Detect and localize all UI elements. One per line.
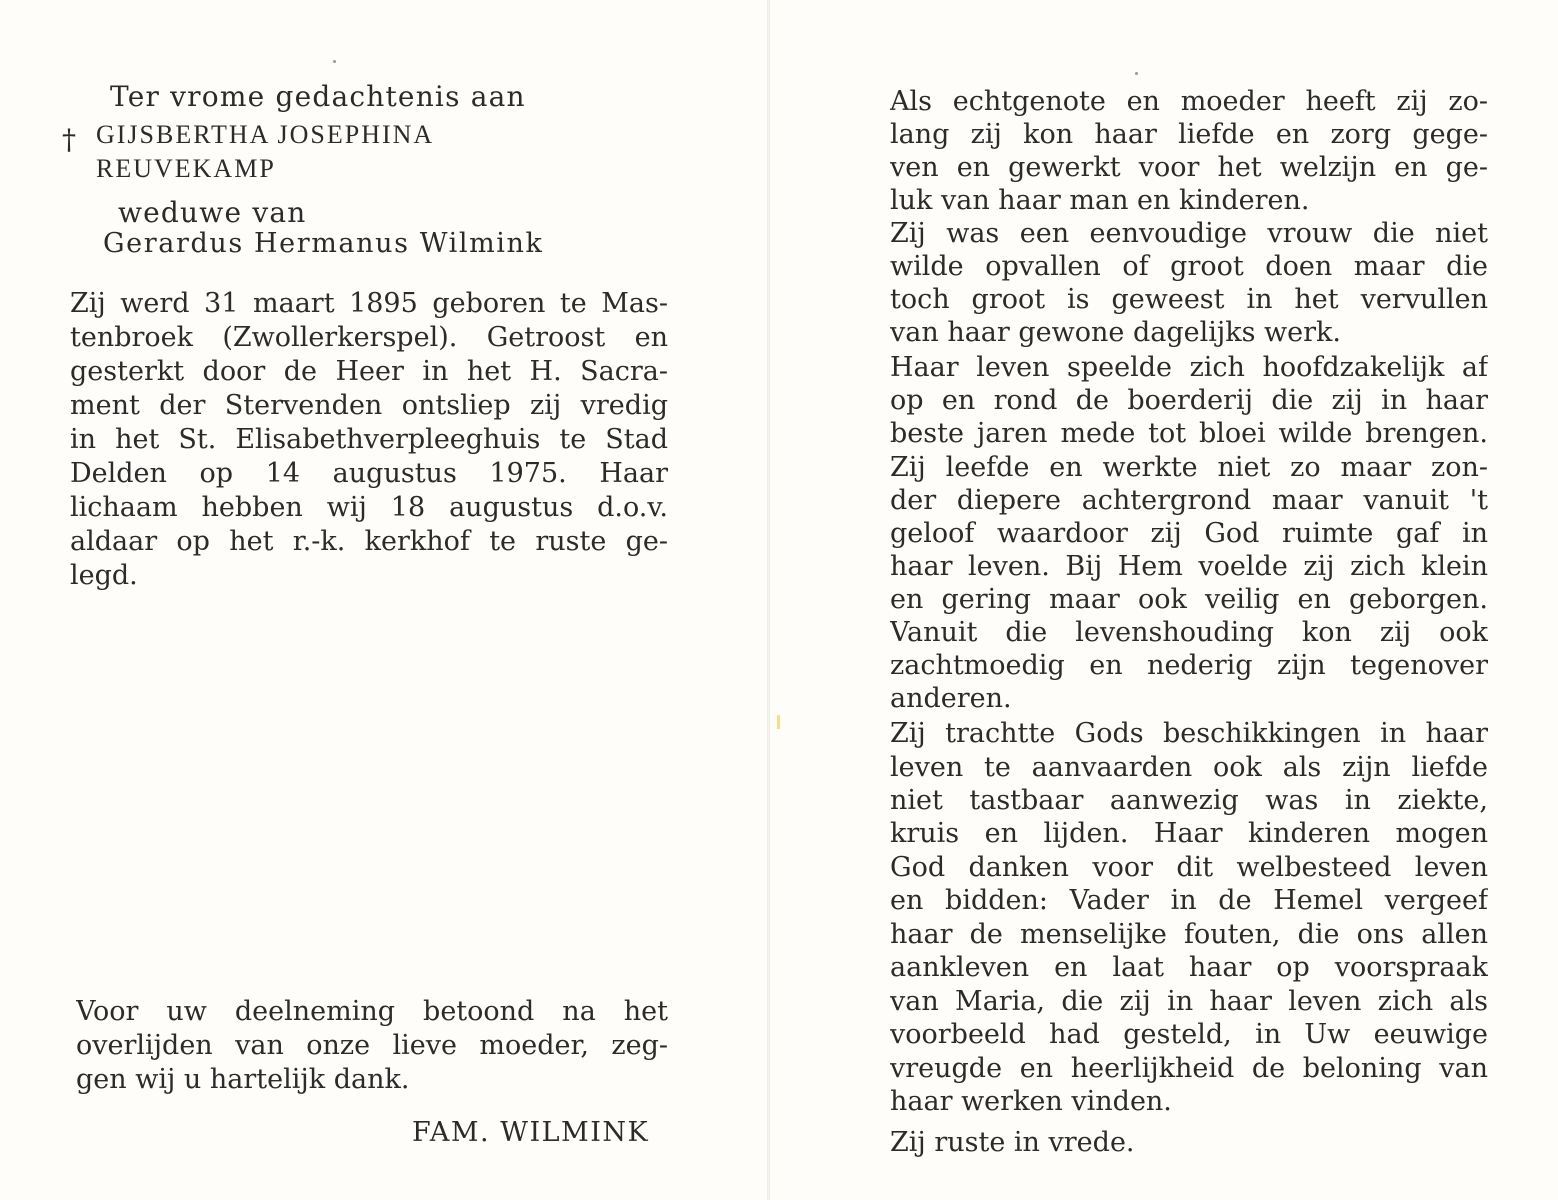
intro-line: Ter vrome gedachtenis aan [110, 80, 526, 113]
family-signature: FAM. WILMINK [412, 1117, 650, 1148]
paper-speck [1135, 72, 1138, 75]
text-line: vreugde en heerlijkheid de beloning van [890, 1053, 1488, 1084]
thanks-line: Voor uw deelneming betoond na het [76, 996, 668, 1027]
paper-speck [333, 60, 336, 63]
bio-line: Delden op 14 augustus 1975. Haar [70, 458, 668, 489]
text-line: haar leven. Bij Hem voelde zij zich klein [890, 551, 1488, 582]
deceased-name-line-2: REUVEKAMP [96, 154, 276, 183]
widow-of-line: weduwe van [118, 196, 307, 229]
text-line: en bidden: Vader in de Hemel vergeef [890, 885, 1488, 916]
text-line: van haar gewone dagelijks werk. [890, 317, 1341, 348]
text-line: lang zij kon haar liefde en zorg gege- [890, 119, 1488, 150]
text-line: aankleven en laat haar op voorspraak [890, 952, 1488, 983]
text-line: Zij trachtte Gods beschikkingen in haar [890, 718, 1488, 749]
text-line: van Maria, die zij in haar leven zich als [890, 986, 1488, 1017]
text-line: haar werken vinden. [890, 1086, 1172, 1117]
text-line: Zij leefde en werkte niet zo maar zon- [890, 452, 1488, 483]
text-line: anderen. [890, 683, 1012, 714]
text-line: en gering maar ook veilig en geborgen. [890, 584, 1488, 615]
text-line: zachtmoedig en nederig zijn tegenover [890, 650, 1488, 681]
bio-line: ment der Stervenden ontsliep zij vredig [70, 390, 668, 421]
bio-line: gesterkt door de Heer in het H. Sacra- [70, 356, 668, 387]
text-line: op en rond de boerderij die zij in haar [890, 385, 1488, 416]
text-line: God danken voor dit welbesteed leven [890, 852, 1488, 883]
card-fold [767, 0, 770, 1200]
text-line: beste jaren mede tot bloei wilde brengen. [890, 418, 1488, 449]
thanks-line: gen wij u hartelijk dank. [76, 1064, 410, 1095]
bio-line: lichaam hebben wij 18 augustus d.o.v. [70, 492, 668, 523]
text-line: ven en gewerkt voor het welzijn en ge- [890, 152, 1488, 183]
cross-icon: † [62, 123, 76, 156]
bio-line: in het St. Elisabethverpleeghuis te Stad [70, 424, 668, 455]
fold-mark [777, 715, 780, 729]
text-line: toch groot is geweest in het vervullen [890, 284, 1488, 315]
text-line: haar de menselijke fouten, die ons allen [890, 919, 1488, 950]
text-line: Vanuit die levenshouding kon zij ook [890, 617, 1488, 648]
text-line: der diepere achtergrond maar vanuit 't [890, 485, 1488, 516]
thanks-line: overlijden van onze lieve moeder, zeg- [76, 1030, 668, 1061]
text-line: Als echtgenote en moeder heeft zij zo- [890, 86, 1488, 117]
text-line: luk van haar man en kinderen. [890, 185, 1310, 216]
bio-line: aldaar op het r.-k. kerkhof te ruste ge- [70, 526, 668, 557]
text-line: Zij was een eenvoudige vrouw die niet [890, 218, 1488, 249]
husband-name: Gerardus Hermanus Wilmink [103, 228, 544, 259]
text-line: leven te aanvaarden ook als zijn liefde [890, 752, 1488, 783]
text-line: geloof waardoor zij God ruimte gaf in [890, 518, 1488, 549]
bio-line: legd. [70, 560, 138, 591]
text-line: Haar leven speelde zich hoofdzakelijk af [890, 352, 1488, 383]
bio-line: tenbroek (Zwollerkerspel). Getroost en [70, 322, 668, 353]
text-line: kruis en lijden. Haar kinderen mogen [890, 818, 1488, 849]
text-line: voorbeeld had gesteld, in Uw eeuwige [890, 1019, 1488, 1050]
text-line: niet tastbaar aanwezig was in ziekte, [890, 785, 1488, 816]
bio-line: Zij werd 31 maart 1895 geboren te Mas- [70, 288, 668, 319]
closing-line: Zij ruste in vrede. [890, 1127, 1135, 1158]
text-line: wilde opvallen of groot doen maar die [890, 251, 1488, 282]
deceased-name-line-1: GIJSBERTHA JOSEPHINA [96, 120, 435, 149]
